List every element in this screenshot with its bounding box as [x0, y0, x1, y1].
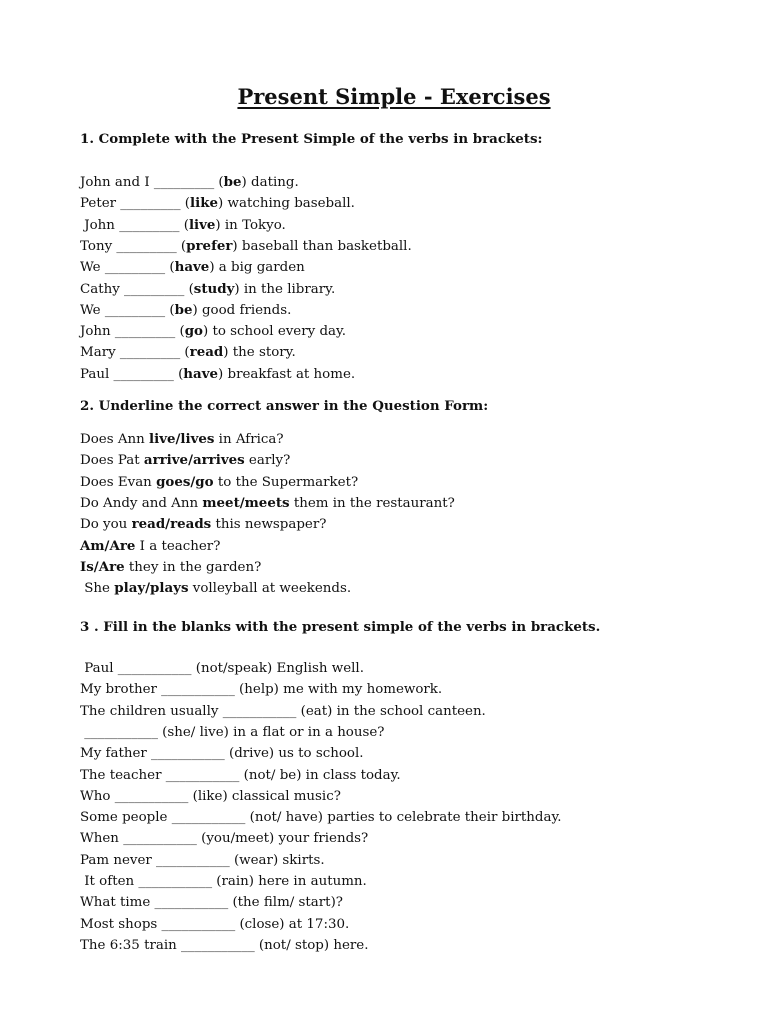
- exercise-line: [80, 895, 343, 910]
- sentence-text: Paul ___________ (not/speak) English well.: [80, 661, 364, 676]
- exercise-line: [80, 174, 299, 190]
- sentence-text: Paul _________ (: [80, 366, 184, 382]
- verb-option: be: [174, 301, 193, 318]
- section-2-heading: 2. Underline the correct answer in the Question Form:: [80, 398, 489, 414]
- exercise-line: [80, 538, 220, 554]
- sentence-text: Some people ___________ (not/ have) parties to celebrate their birthday.: [80, 810, 562, 826]
- exercise-line: [80, 323, 346, 339]
- sentence-text: ) good friends.: [192, 302, 292, 318]
- exercise-line: [80, 452, 290, 468]
- exercise-line: [80, 516, 326, 532]
- section-3-heading: 3 . Fill in the blanks with the present simple of the verbs in brackets.: [80, 619, 601, 635]
- sentence-text: ) baseball than basketball.: [232, 238, 412, 254]
- verb-option: read: [189, 344, 224, 361]
- sentence-text: ) watching baseball.: [218, 196, 355, 212]
- sentence-text: Do you: [80, 517, 132, 533]
- sentence-text: It often ___________ (rain) here in autumn.: [80, 874, 367, 889]
- exercise-line: [80, 474, 358, 490]
- verb-option: go: [184, 323, 203, 340]
- sentence-text: John _________ (: [80, 217, 189, 233]
- sentence-text: ) in Tokyo.: [215, 217, 286, 233]
- exercise-line: [80, 580, 351, 596]
- sentence-text: Peter _________ (: [80, 196, 191, 212]
- exercise-line: [80, 344, 296, 360]
- sentence-text: they in the garden?: [124, 559, 262, 575]
- sentence-text: Mary _________ (: [80, 345, 190, 361]
- sentence-text: ) a big garden: [209, 260, 305, 276]
- sentence-text: Tony _________ (: [80, 238, 187, 254]
- sentence-text: ) to school every day.: [202, 324, 347, 340]
- sentence-text: Does Evan: [80, 474, 157, 490]
- sentence-text: Pam never ___________ (wear) skirts.: [80, 852, 325, 868]
- verb-option: arrive/arrives: [143, 452, 245, 469]
- verb-option: Am/Are: [80, 537, 136, 554]
- sentence-text: She: [80, 581, 115, 597]
- sentence-text: The 6:35 train ___________ (not/ stop) here.: [80, 937, 369, 953]
- verb-option: goes/go: [156, 473, 214, 490]
- exercise-line: [80, 725, 384, 740]
- exercise-line: [80, 704, 486, 719]
- sentence-text: early?: [244, 453, 291, 469]
- sentence-text: John _________ (: [80, 324, 185, 340]
- sentence-text: The teacher ___________ (not/ be) in class today.: [80, 767, 401, 783]
- verb-option: have: [174, 259, 210, 276]
- verb-option: play/plays: [114, 580, 189, 597]
- sentence-text: Cathy _________ (: [80, 281, 194, 297]
- exercise-line: [80, 810, 562, 825]
- exercise-line: [80, 682, 442, 697]
- exercise-line: [80, 238, 412, 254]
- exercise-line: [80, 874, 367, 889]
- sentence-text: ) the story.: [223, 345, 296, 361]
- verb-option: be: [223, 174, 242, 190]
- exercise-line: [80, 431, 284, 447]
- exercise-line: [80, 789, 341, 804]
- verb-option: Is/Are: [80, 558, 125, 575]
- sentence-text: I a teacher?: [135, 538, 221, 554]
- verb-option: live: [188, 216, 216, 233]
- exercise-line: [80, 853, 325, 868]
- sentence-text: We _________ (: [80, 260, 175, 276]
- exercise-line: [80, 917, 349, 932]
- sentence-text: My brother ___________ (help) me with my homework.: [80, 682, 443, 698]
- sentence-text: ) in the library.: [234, 281, 336, 297]
- exercise-line: [80, 259, 305, 275]
- sentence-text: ) dating.: [241, 175, 299, 190]
- sentence-text: The children usually ___________ (eat) in the school canteen.: [80, 703, 486, 719]
- exercise-line: [80, 831, 368, 846]
- exercise-line: [80, 302, 291, 318]
- verb-option: like: [190, 195, 219, 212]
- exercise-line: [80, 366, 355, 382]
- sentence-text: Most shops ___________ (close) at 17:30.: [80, 916, 350, 932]
- exercise-line: [80, 746, 364, 761]
- verb-option: have: [183, 365, 219, 382]
- sentence-text: Does Ann: [80, 432, 150, 447]
- exercise-line: [80, 559, 261, 575]
- sentence-text: When ___________ (you/meet) your friends?: [80, 831, 369, 847]
- exercise-line: [80, 281, 335, 297]
- sentence-text: My father ___________ (drive) us to school.: [80, 746, 364, 762]
- sentence-text: ___________ (she/ live) in a flat or in a house?: [80, 724, 385, 740]
- sentence-text: Who ___________ (like) classical music?: [80, 788, 341, 804]
- exercise-line: [80, 768, 401, 783]
- verb-option: live/lives: [149, 431, 215, 447]
- sentence-text: What time ___________ (the film/ start)?: [80, 895, 343, 911]
- sentence-text: Does Pat: [80, 453, 144, 469]
- exercise-line: [80, 495, 455, 511]
- sentence-text: in Africa?: [214, 432, 284, 447]
- sentence-text: them in the restaurant?: [289, 495, 455, 511]
- sentence-text: We _________ (: [80, 302, 175, 318]
- verb-option: prefer: [186, 237, 233, 254]
- exercise-line: [80, 938, 368, 953]
- verb-option: meet/meets: [202, 494, 290, 511]
- sentence-text: to the Supermarket?: [213, 474, 359, 490]
- section-1-heading: 1. Complete with the Present Simple of the verbs in brackets:: [80, 131, 543, 147]
- exercise-line: [80, 217, 286, 233]
- exercise-line: [80, 661, 364, 676]
- sentence-text: ) breakfast at home.: [218, 366, 356, 382]
- sentence-text: Do Andy and Ann: [80, 495, 203, 511]
- verb-option: study: [193, 280, 235, 297]
- sentence-text: John and I _________ (: [80, 175, 224, 190]
- page-title: Present Simple - Exercises: [237, 84, 551, 109]
- sentence-text: this newspaper?: [211, 517, 327, 533]
- exercise-line: [80, 195, 355, 211]
- verb-option: read/reads: [131, 516, 212, 533]
- sentence-text: volleyball at weekends.: [188, 581, 352, 597]
